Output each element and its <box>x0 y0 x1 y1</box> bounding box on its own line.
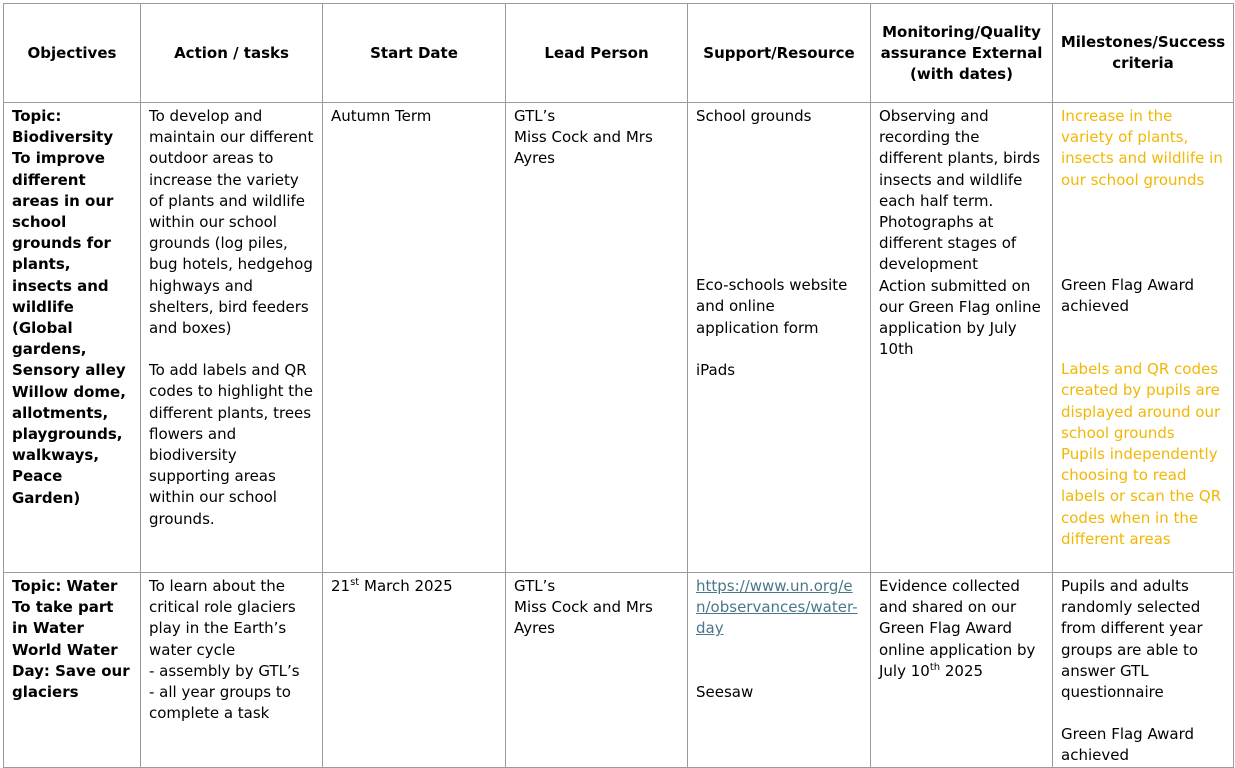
monitoring-cell <box>871 103 1053 573</box>
header-actions: Action / tasks <box>141 4 323 103</box>
milestone-text: Labels and QR codes created by pupils are displayed around our school grounds <box>1061 360 1221 442</box>
header-monitoring: Monitoring/Quality assurance External (with dates) <box>871 4 1053 103</box>
lead-person-text: Miss Cock and Mrs Ayres <box>514 598 653 638</box>
start-date-text: Autumn Term <box>331 107 432 125</box>
action-text: To learn about the critical role glaciers play in the Earth’s water cycle <box>149 577 296 659</box>
milestone-text: Pupils independently choosing to read labels or scan the QR codes when in the different areas <box>1061 445 1222 548</box>
support-text: Seesaw <box>696 682 754 701</box>
start-date-cell <box>323 573 506 768</box>
water-day-link[interactable]: https://www.un.org/en/observances/water-day <box>696 577 858 638</box>
start-date-suffix: st <box>350 577 360 588</box>
action-text: To develop and maintain our different outdoor areas to increase the variety of plants and wildlife within our school grounds (log piles, bug hotels, hedgehog highways and shelters, bird feeders and boxes) <box>149 107 314 338</box>
milestone-text: Green Flag Award achieved <box>1061 725 1195 765</box>
milestones-cell <box>1053 573 1234 768</box>
action-text: - all year groups to complete a task <box>149 683 291 723</box>
lead-person-cell <box>506 103 688 573</box>
support-text: iPads <box>696 360 736 379</box>
objective-cell <box>4 573 141 768</box>
action-plan-table <box>3 3 1234 768</box>
header-row <box>4 4 1234 103</box>
milestone-text: Increase in the variety of plants, insects and wildlife in our school grounds <box>1061 107 1223 189</box>
header-milestones: Milestones/Success criteria <box>1053 4 1234 103</box>
milestone-text: Green Flag Award achieved <box>1061 275 1195 316</box>
header-lead-person: Lead Person <box>506 4 688 103</box>
monitoring-text: Evidence collected and shared on our Green Flag Award online application by July 10 <box>879 577 1036 680</box>
milestone-text: Pupils and adults randomly selected from different year groups are able to answer GTL questionnaire <box>1061 577 1203 702</box>
monitoring-cell <box>871 573 1053 768</box>
action-text: - assembly by GTL’s <box>149 661 300 680</box>
action-text: To add labels and QR codes to highlight the different plants, trees flowers and biodiversity supporting areas within our school grounds. <box>149 361 313 528</box>
objective-text: Topic: Biodiversity To improve different areas in our school grounds for plants, insects and wildlife (Global gardens, Sensory alley Willow dome, allotments, playgrounds, walkways, Peace Garden) <box>12 107 126 507</box>
actions-cell <box>141 573 323 768</box>
table-row-biodiversity <box>4 103 1234 573</box>
support-text: Eco-schools website and online application form <box>696 276 848 337</box>
actions-cell <box>141 103 323 573</box>
monitoring-text: Observing and recording the different plants, birds insects and wildlife each half term. <box>879 107 1041 210</box>
monitoring-text: Action submitted on our Green Flag online application by July 10th <box>879 276 1041 359</box>
support-cell <box>688 573 871 768</box>
start-date-cell <box>323 103 506 573</box>
support-text: School grounds <box>696 107 812 125</box>
lead-person-text: GTL’s <box>514 107 556 125</box>
monitoring-text: Photographs at different stages of development <box>879 213 1017 274</box>
table-row-water <box>4 573 1234 768</box>
milestones-cell <box>1053 103 1234 573</box>
monitoring-suffix: th <box>929 661 941 673</box>
lead-person-text: GTL’s <box>514 577 556 595</box>
header-start-date: Start Date <box>323 4 506 103</box>
start-date-rest: March 2025 <box>359 577 453 595</box>
lead-person-cell <box>506 573 688 768</box>
start-date-day: 21 <box>331 577 351 595</box>
lead-person-text: Miss Cock and Mrs Ayres <box>514 128 653 168</box>
header-support: Support/Resource <box>688 4 871 103</box>
support-cell <box>688 103 871 573</box>
monitoring-year: 2025 <box>940 661 984 680</box>
header-objectives: Objectives <box>4 4 141 103</box>
objective-cell <box>4 103 141 573</box>
objective-text: Topic: Water To take part in Water World Water Day: Save our glaciers <box>12 577 130 702</box>
